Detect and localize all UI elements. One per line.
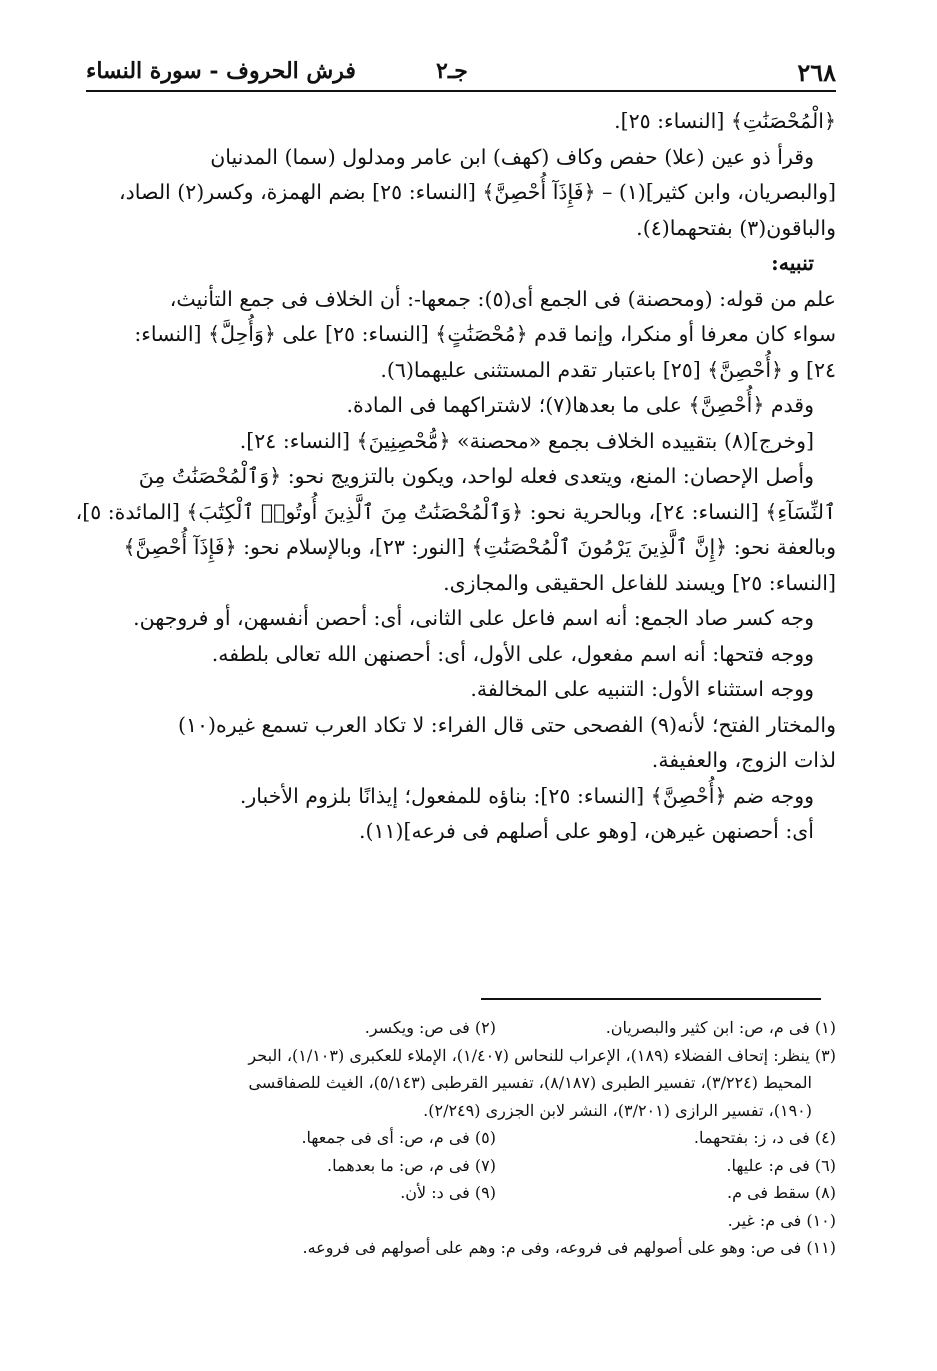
footnote-row	[86, 1152, 836, 1180]
footnote-8: (٨) سقط فى م.	[726, 1183, 836, 1202]
body-line: ٢٤] و ﴿أُحْصِنَّ﴾ [٢٥] باعتبار تقدم المستثنى عليهما(٦).	[380, 357, 836, 382]
footnote-5: (٥) فى م، ص: أى فى جمعها.	[301, 1128, 496, 1147]
body-line: [النساء: ٢٥] ويسند للفاعل الحقيقى والمجازى.	[443, 570, 836, 595]
body-line: ووجه ضم ﴿أُحْصِنَّ﴾ [النساء: ٢٥]: بناؤه للمفعول؛ إيذانًا بلزوم الأخبار.	[239, 783, 814, 808]
body-line: وقدم ﴿أُحْصِنَّ﴾ على ما بعدها(٧)؛ لاشتراكهما فى المادة.	[346, 393, 814, 417]
footnote-11: (١١) فى ص: وهو على أصولهم فى فروعه، وفى م: وهم على أصولهم فى فروعه.	[302, 1238, 836, 1257]
body-line: وجه كسر صاد الجمع: أنه اسم فاعل على الثانى، أى: أحصن أنفسهن، أو فروجهن.	[133, 606, 814, 630]
section-heading: تنبيه:	[771, 251, 814, 275]
footnote-separator	[481, 998, 821, 1000]
body-line: والباقون(٣) بفتحهما(٤).	[636, 215, 836, 240]
body-line: ﴿الْمُحْصَنَٰتِ﴾ [النساء: ٢٥].	[614, 109, 836, 133]
footnote-row	[86, 1014, 836, 1042]
body-line: أى: أحصنهن غيرهن، [وهو على أصلهم فى فرعه](١١).	[358, 819, 814, 843]
body-line: والمختار الفتح؛ لأنه(٩) الفصحى حتى قال الفراء: لا تكاد العرب تسمع غيره(١٠)	[177, 712, 836, 737]
body-line: [والبصريان، وابن كثير](١) – ﴿فَإِذَآ أُحْصِنَّ﴾ [النساء: ٢٥] بضم الهمزة، وكسر(٢) الصاد،	[119, 180, 836, 204]
footnote-4: (٤) فى د، ز: بفتحهما.	[693, 1128, 836, 1147]
footnote-6: (٦) فى م: عليها.	[726, 1155, 836, 1175]
body-line: وبالعفة نحو: ﴿إِنَّ ٱلَّذِينَ يَرْمُونَ ٱلْمُحْصَنَٰتِ﴾ [النور: ٢٣]، وبالإسلام نحو: ﴿فَإِذَآ أُحْصِنَّ﴾	[123, 535, 836, 559]
footnote-row	[86, 1124, 836, 1152]
footnote-1: (١) فى م، ص: ابن كثير والبصريان.	[605, 1018, 836, 1037]
page-header	[86, 52, 836, 92]
footnote-9: (٩) فى د: لأن.	[400, 1183, 496, 1202]
footnote-row	[86, 1179, 836, 1207]
body-line: سواء كان معرفا أو منكرا، وإنما قدم ﴿مُحْصَنَٰتٍ﴾ [النساء: ٢٥] على ﴿وَأُحِلَّ﴾ [النساء:	[134, 322, 836, 346]
volume-label: جـ٢	[436, 58, 468, 84]
body-line: ووجه فتحها: أنه اسم مفعول، على الأول، أى: أحصنهن الله تعالى بلطفه.	[211, 641, 814, 666]
footnote-10: (١٠) فى م: غير.	[727, 1210, 836, 1230]
footnote-3-line: المحيط (٣/٢٢٤)، تفسير الطبرى (٨/١٨٧)، تفسير القرطبى (٥/١٤٣)، الغيث للصفاقسى	[248, 1073, 812, 1092]
body-line: [وخرج](٨) بتقييده الخلاف بجمع «محصنة» ﴿مُّحْصِنِينَ﴾ [النساء: ٢٤].	[239, 428, 814, 453]
header-rule	[86, 90, 836, 92]
body-line: وقرأ ذو عين (علا) حفص وكاف (كهف) ابن عامر ومدلول (سما) المدنيان	[210, 144, 814, 169]
body-line: علم من قوله: (ومحصنة) فى الجمع أى(٥): جمعها-: أن الخلاف فى جمع التأنيث،	[169, 286, 836, 311]
footnote-2: (٢) فى ص: ويكسر.	[364, 1018, 496, 1037]
body-line: لذات الزوج، والعفيفة.	[651, 748, 836, 772]
footnote-3-line: (١٩٠)، تفسير الرازى (٣/٢٠١)، النشر لابن الجزرى (٢/٢٤٩).	[423, 1100, 812, 1120]
footnote-3-line: (٣) ينظر: إتحاف الفضلاء (١٨٩)، الإعراب للنحاس (١/٤٠٧)، الإملاء للعكبرى (١/١٠٣)، البحر	[248, 1045, 836, 1065]
body-line: ووجه استثناء الأول: التنبيه على المخالفة.	[470, 677, 814, 701]
body-line: وأصل الإحصان: المنع، ويتعدى فعله لواحد، ويكون بالتزويج نحو: ﴿وَٱلْمُحْصَنَٰتُ مِنَ	[138, 464, 814, 488]
page-number: ٢٦٨	[797, 58, 836, 87]
body-text	[75, 104, 836, 850]
footnote-7: (٧) فى م، ص: ما بعدهما.	[327, 1155, 496, 1175]
body-line: ٱلنِّسَآءِ﴾ [النساء: ٢٤]، وبالحرية نحو: ﴿وَٱلْمُحْصَنَٰتُ مِنَ ٱلَّذِينَ أُوتُوا۟ ٱلْكِتَٰبَ﴾ [المائدة: ٥]،	[75, 499, 836, 524]
footnotes	[86, 1014, 836, 1262]
running-title: فرش الحروف - سورة النساء	[86, 58, 356, 84]
